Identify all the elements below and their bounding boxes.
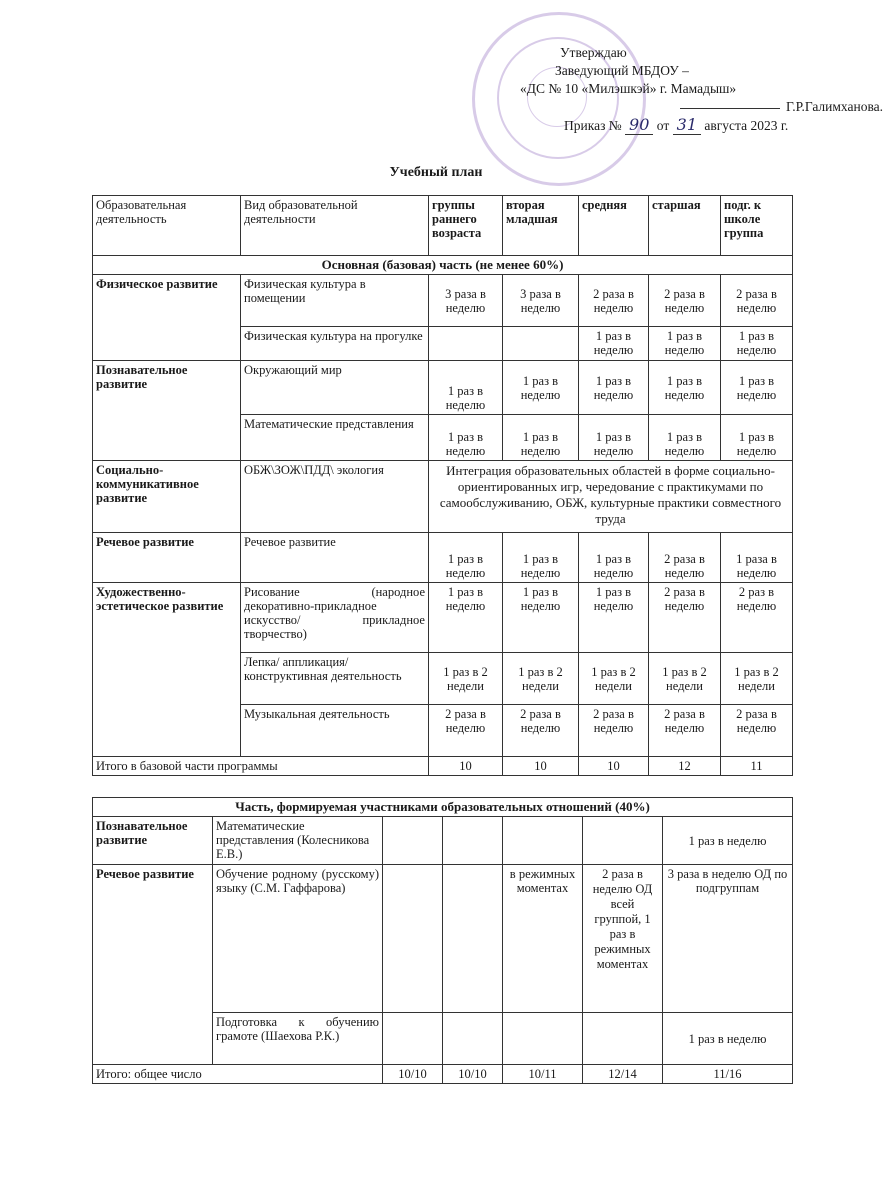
value-cell: в режимных моментах — [503, 865, 583, 1013]
approval-line-2: Заведующий МБДОУ – — [555, 63, 689, 78]
value-cell: 3 раза в неделю — [503, 275, 579, 327]
area-cell: Речевое развитие — [93, 533, 241, 583]
table-header-row — [93, 196, 793, 256]
value-cell: 1 раз в неделю — [429, 361, 503, 415]
value-cell — [383, 865, 443, 1013]
head-name: Г.Р.Галимханова. — [786, 99, 883, 114]
total-row — [93, 1065, 793, 1084]
value-cell: 1 раз в 2 недели — [649, 653, 721, 705]
value-cell: 1 раз в неделю — [503, 415, 579, 461]
value-cell: 1 раз в неделю — [503, 583, 579, 653]
activity-cell: Рисование (народное декоративно-прикладное искусство/ прикладное творчество) — [241, 583, 429, 653]
value-cell: 1 раз в 2 недели — [503, 653, 579, 705]
table-row — [93, 361, 793, 415]
value-cell: 1 раз в неделю — [649, 415, 721, 461]
value-cell: 2 раз в неделю — [721, 583, 793, 653]
value-cell: 1 раз в неделю — [721, 415, 793, 461]
order-number: 90 — [625, 115, 653, 135]
value-cell: 2 раза в неделю — [503, 705, 579, 757]
activity-cell: Речевое развитие — [241, 533, 429, 583]
value-cell: 2 раза в неделю — [649, 533, 721, 583]
total-cell: 10/10 — [383, 1065, 443, 1084]
approval-line-1: Утверждаю — [560, 45, 627, 60]
area-cell: Познавательное развитие — [93, 361, 241, 461]
area-cell: Социально-коммуникативное развитие — [93, 461, 241, 533]
table-row — [93, 865, 793, 1013]
approval-line-3: «ДС № 10 «Милэшкэй» г. Мамадыш» — [520, 81, 737, 96]
value-cell: 1 раз в 2 недели — [721, 653, 793, 705]
area-cell: Физическое развитие — [93, 275, 241, 361]
value-cell: 1 раз в неделю — [503, 533, 579, 583]
value-cell: 2 раза в неделю — [649, 583, 721, 653]
approval-signature-line — [552, 98, 883, 116]
total-cell: 12/14 — [583, 1065, 663, 1084]
value-cell: 1 раз в неделю — [663, 1013, 793, 1065]
value-cell: 1 раз в неделю — [579, 327, 649, 361]
activity-cell: Обучение родному (русскому) языку (С.М. Гаффарова) — [213, 865, 383, 1013]
total-cell: 10 — [503, 757, 579, 776]
header-cell: средняя — [579, 196, 649, 256]
section-title: Часть, формируемая участниками образовательных отношений (40%) — [93, 798, 793, 817]
value-cell: 1 раз в неделю — [579, 583, 649, 653]
order-from: от — [656, 118, 670, 133]
value-cell: 1 раз в неделю — [721, 361, 793, 415]
order-date-rest: августа 2023 г. — [704, 118, 789, 133]
activity-cell: Лепка/ аппликация/конструктивная деятельность — [241, 653, 429, 705]
curriculum-table-basic — [92, 195, 793, 776]
value-cell — [383, 817, 443, 865]
activity-cell: Математические представления (Колесникова Е.В.) — [213, 817, 383, 865]
value-cell: 1 раз в 2 недели — [429, 653, 503, 705]
value-cell: 1 раз в неделю — [503, 361, 579, 415]
header-cell: вторая младшая — [503, 196, 579, 256]
activity-cell: Физическая культура в помещении — [241, 275, 429, 327]
curriculum-table-variable — [92, 797, 793, 1084]
value-cell — [443, 1013, 503, 1065]
table-row — [93, 275, 793, 327]
table-row — [93, 817, 793, 865]
total-cell: 10/11 — [503, 1065, 583, 1084]
area-cell: Художественно-эстетическое развитие — [93, 583, 241, 757]
value-cell: 1 раза в неделю — [721, 533, 793, 583]
document-title: Учебный план — [389, 165, 483, 180]
order-line — [552, 116, 852, 135]
value-cell — [503, 1013, 583, 1065]
value-cell: 2 раза в неделю — [721, 275, 793, 327]
approval-block — [520, 44, 883, 135]
table-row — [93, 533, 793, 583]
value-cell: 1 раз в неделю — [721, 327, 793, 361]
value-cell — [443, 865, 503, 1013]
total-label: Итого: общее число — [93, 1065, 383, 1084]
value-cell — [503, 817, 583, 865]
value-cell: 1 раз в неделю — [579, 361, 649, 415]
value-cell: 1 раз в неделю — [663, 817, 793, 865]
value-cell: 1 раз в неделю — [649, 361, 721, 415]
value-cell — [583, 1013, 663, 1065]
value-cell — [503, 327, 579, 361]
value-cell: 2 раза в неделю — [429, 705, 503, 757]
value-cell: 1 раз в неделю — [579, 533, 649, 583]
activity-cell: Подготовка к обучению грамоте (Шаехова Р.К.) — [213, 1013, 383, 1065]
header-cell: группы раннего возраста — [429, 196, 503, 256]
signature — [680, 108, 780, 109]
value-cell: 1 раз в неделю — [429, 533, 503, 583]
value-cell — [443, 817, 503, 865]
activity-cell: Математические представления — [241, 415, 429, 461]
value-cell: 3 раза в неделю — [429, 275, 503, 327]
value-cell: 3 раза в неделю ОД по подгруппам — [663, 865, 793, 1013]
total-cell: 10 — [579, 757, 649, 776]
total-cell: 10/10 — [443, 1065, 503, 1084]
value-cell: 2 раза в неделю — [721, 705, 793, 757]
header-cell: старшая — [649, 196, 721, 256]
table-row — [93, 461, 793, 533]
activity-cell: ОБЖ\ЗОЖ\ПДД\ экология — [241, 461, 429, 533]
value-cell: 1 раз в неделю — [649, 327, 721, 361]
total-cell: 10 — [429, 757, 503, 776]
total-cell: 11/16 — [663, 1065, 793, 1084]
value-cell — [383, 1013, 443, 1065]
value-cell: 1 раз в неделю — [429, 415, 503, 461]
activity-cell: Окружающий мир — [241, 361, 429, 415]
area-cell: Речевое развитие — [93, 865, 213, 1065]
value-cell: 1 раз в 2 недели — [579, 653, 649, 705]
total-row — [93, 757, 793, 776]
total-cell: 11 — [721, 757, 793, 776]
section-title: Основная (базовая) часть (не менее 60%) — [93, 256, 793, 275]
order-label: Приказ № — [564, 118, 622, 133]
value-cell: 2 раза в неделю — [649, 705, 721, 757]
total-label: Итого в базовой части программы — [93, 757, 429, 776]
value-cell: 2 раза в неделю — [579, 705, 649, 757]
header-cell: подг. к школе группа — [721, 196, 793, 256]
total-cell: 12 — [649, 757, 721, 776]
activity-cell: Физическая культура на прогулке — [241, 327, 429, 361]
value-cell: 2 раза в неделю — [649, 275, 721, 327]
header-cell: Образовательная деятельность — [93, 196, 241, 256]
merged-value-cell: Интеграция образовательных областей в форме социально-ориентированных игр, чередование с практикумами по самообслуживанию, ОБЖ, культурные практики совместного труда — [429, 461, 793, 533]
value-cell: 1 раз в неделю — [579, 415, 649, 461]
value-cell: 2 раза в неделю ОД всей группой, 1 раз в режимных моментах — [583, 865, 663, 1013]
area-cell: Познавательное развитие — [93, 817, 213, 865]
value-cell — [429, 327, 503, 361]
table-row — [93, 583, 793, 653]
order-day: 31 — [673, 115, 701, 135]
header-cell: Вид образовательной деятельности — [241, 196, 429, 256]
value-cell: 1 раз в неделю — [429, 583, 503, 653]
value-cell: 2 раза в неделю — [579, 275, 649, 327]
activity-cell: Музыкальная деятельность — [241, 705, 429, 757]
value-cell — [583, 817, 663, 865]
